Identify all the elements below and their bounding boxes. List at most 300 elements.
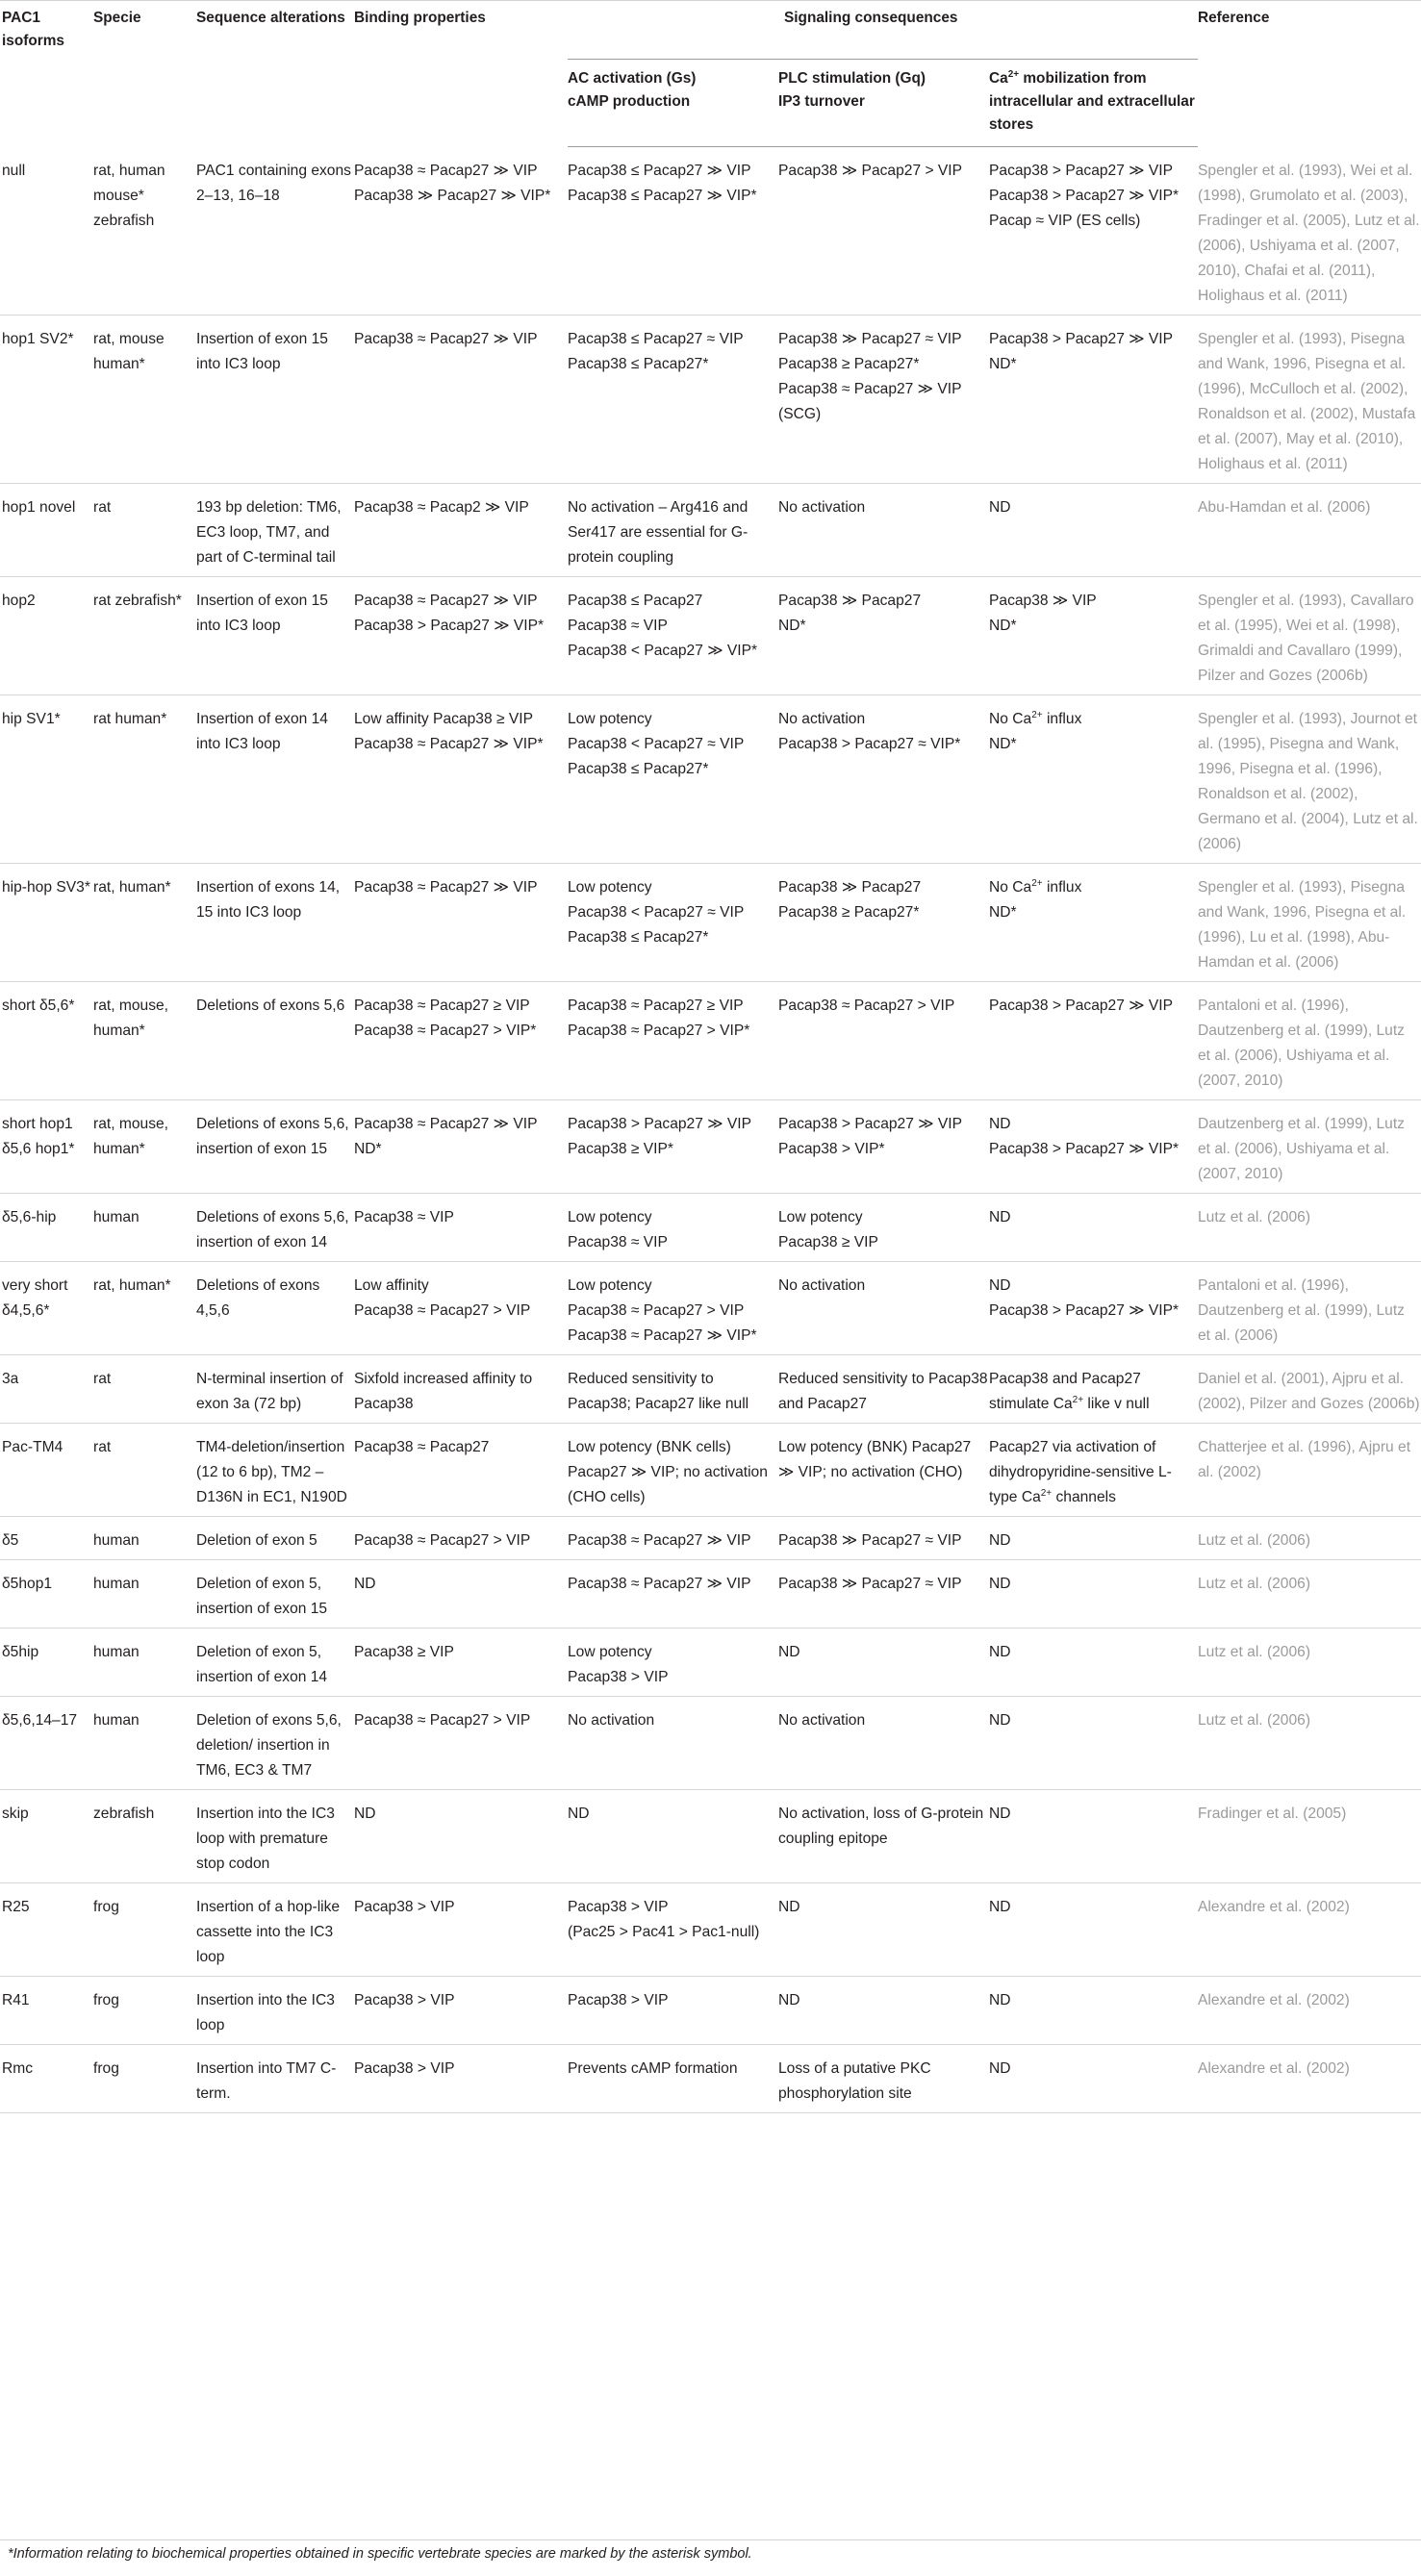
reference-cell: Lutz et al. (2006) (1198, 1575, 1311, 1592)
isoform-cell: hop2 (2, 592, 36, 609)
plc-stimulation-cell (778, 1099, 989, 1193)
ca-mobilization-cell-line: ND (989, 498, 1011, 516)
isoform-cell: R25 (2, 1898, 30, 1915)
ac-activation-cell-line: Low potency (568, 1276, 652, 1294)
reference-cell: Dautzenberg et al. (1999), Lutz et al. (2006), Ushiyama et al. (2007, 2010) (1198, 1115, 1405, 1182)
sequence-cell: Insertion of exon 15 into IC3 loop (196, 330, 328, 372)
binding-cell-line: Pacap38 ≈ Pacap27 > VIP* (354, 1022, 537, 1039)
ac-activation-cell-line: Pacap38 < Pacap27 ≈ VIP (568, 903, 745, 921)
header-sequence: Sequence alterations (196, 1, 354, 147)
binding-cell-line: ND (354, 1575, 376, 1592)
plc-stimulation-cell-line: Pacap38 ≈ Pacap27 > VIP (778, 997, 955, 1014)
specie-cell: rat, mouse, human* (93, 1115, 168, 1157)
isoform-cell: δ5,6-hip (2, 1208, 57, 1225)
plc-stimulation-cell (778, 1261, 989, 1354)
plc-stimulation-cell-line: Pacap38 ≫ Pacap27 ≈ VIP (778, 330, 962, 347)
binding-cell (354, 1193, 568, 1261)
ca-mobilization-cell-line: ND (989, 1575, 1011, 1592)
ac-activation-cell (568, 1696, 778, 1789)
specie-cell: rat (93, 1370, 112, 1387)
plc-stimulation-cell (778, 863, 989, 981)
ac-activation-cell (568, 147, 778, 316)
reference-cell: Lutz et al. (2006) (1198, 1711, 1311, 1729)
plc-stimulation-cell-line: Pacap38 > Pacap27 ≫ VIP (778, 1115, 963, 1132)
ca-mobilization-cell-line: Pacap38 > Pacap27 ≫ VIP (989, 997, 1174, 1014)
table-row (0, 863, 1421, 981)
header-ca: $Ca^{2+}$ mobilization from intracellular and extracellular stores (989, 60, 1198, 147)
plc-stimulation-cell (778, 1789, 989, 1882)
plc-stimulation-cell (778, 1696, 989, 1789)
binding-cell (354, 2044, 568, 2112)
ca-mobilization-cell-line: ND (989, 1991, 1011, 2008)
sequence-cell: Insertion of exon 15 into IC3 loop (196, 592, 328, 634)
table-row (0, 1516, 1421, 1559)
ac-activation-cell (568, 1628, 778, 1696)
plc-stimulation-cell-line: No activation (778, 710, 866, 727)
ca-mobilization-cell (989, 147, 1198, 316)
binding-cell-line: Pacap38 ≈ Pacap27 ≥ VIP (354, 997, 530, 1014)
plc-stimulation-cell (778, 483, 989, 576)
ca-mobilization-cell-line: No $Ca^{2+}$ influx (989, 877, 1082, 896)
ac-activation-cell (568, 1789, 778, 1882)
ac-activation-cell-line: Pacap38 ≈ Pacap27 ≫ VIP (568, 1531, 751, 1549)
plc-stimulation-cell (778, 315, 989, 483)
ac-activation-cell-line: Pacap38 ≤ Pacap27* (568, 355, 709, 372)
binding-cell-line: Pacap38 ≥ VIP (354, 1643, 454, 1660)
table-row (0, 981, 1421, 1099)
ac-activation-cell-line: No activation (568, 1711, 655, 1729)
ac-activation-cell-line: ND (568, 1805, 590, 1822)
ca-mobilization-cell-line: Pacap ≈ VIP (ES cells) (989, 213, 1141, 229)
specie-cell: human (93, 1531, 140, 1549)
isoform-cell: Rmc (2, 2059, 34, 2077)
ca-mobilization-cell (989, 1423, 1198, 1516)
binding-cell (354, 1559, 568, 1628)
reference-cell: Spengler et al. (1993), Journot et al. (1995), Pisegna and Wank, 1996, Pisegna et al. (1996), Ronaldson et al. (2002), Germano et al. (2004), Lutz et al. (2006) (1198, 710, 1418, 852)
sequence-cell: Deletion of exons 5,6, deletion/ insertion in TM6, EC3 & TM7 (196, 1711, 342, 1779)
ac-activation-cell (568, 1354, 778, 1423)
ca-mobilization-cell-line: ND (989, 1115, 1011, 1132)
sequence-cell: Deletions of exons 5,6, insertion of exon 15 (196, 1115, 349, 1157)
binding-cell (354, 483, 568, 576)
reference-cell: Alexandre et al. (2002) (1198, 1991, 1350, 2008)
isoform-cell: δ5 (2, 1531, 19, 1549)
binding-cell-line: Pacap38 ≈ Pacap27 ≫ VIP (354, 592, 538, 609)
table-row (0, 1789, 1421, 1882)
reference-cell: Lutz et al. (2006) (1198, 1531, 1311, 1549)
ac-activation-cell-line: Pacap38 ≤ Pacap27* (568, 760, 709, 777)
binding-cell (354, 1696, 568, 1789)
isoform-cell: R41 (2, 1991, 30, 2008)
ac-activation-cell-line: Pacap38 > VIP (568, 1668, 669, 1685)
table-row (0, 147, 1421, 316)
plc-stimulation-cell-line: Reduced sensitivity to Pacap38 and Pacap27 (778, 1370, 988, 1412)
ac-activation-cell-line: Pacap38 ≥ VIP* (568, 1140, 673, 1157)
plc-stimulation-cell-line: No activation (778, 1711, 866, 1729)
ca-mobilization-cell-line: ND (989, 1531, 1011, 1549)
isoform-cell: δ5hip (2, 1643, 39, 1660)
binding-cell (354, 1423, 568, 1516)
ac-activation-cell-line: (Pac25 > Pac41 > Pac1-null) (568, 1923, 760, 1940)
header-specie: Specie (93, 1, 196, 147)
ca-mobilization-cell (989, 483, 1198, 576)
plc-stimulation-cell (778, 1354, 989, 1423)
sequence-cell: Insertion into the IC3 loop (196, 1991, 335, 2033)
ca-mobilization-cell (989, 576, 1198, 695)
plc-stimulation-cell-line: Low potency (BNK) Pacap27 ≫ VIP; no activation (CHO) (778, 1438, 972, 1480)
ac-activation-cell (568, 1976, 778, 2044)
specie-cell: rat, mouse, human* (93, 997, 168, 1039)
ca-mobilization-cell (989, 1193, 1198, 1261)
ca-mobilization-cell (989, 1976, 1198, 2044)
ca-mobilization-cell-line: Pacap38 > Pacap27 ≫ VIP* (989, 1301, 1180, 1319)
plc-stimulation-cell (778, 1628, 989, 1696)
table-body (0, 147, 1421, 2113)
reference-cell: Spengler et al. (1993), Wei et al. (1998), Grumolato et al. (2003), Fradinger et al. (2005), Lutz et al. (2006), Ushiyama et al. (2007, 2010), Chafai et al. (2011), Holighaus et al. (2011) (1198, 162, 1420, 304)
binding-cell-line: Pacap38 ≈ Pacap27 ≫ VIP (354, 162, 538, 179)
binding-cell-line: Pacap38 ≈ Pacap2 ≫ VIP (354, 498, 529, 516)
ca-mobilization-cell (989, 981, 1198, 1099)
specie-cell: rat (93, 1438, 112, 1455)
ca-mobilization-cell (989, 1354, 1198, 1423)
ac-activation-cell (568, 2044, 778, 2112)
sequence-cell: TM4-deletion/insertion (12 to 6 bp), TM2 –D136N in EC1, N190D (196, 1438, 347, 1505)
ac-activation-cell (568, 1099, 778, 1193)
ca-mobilization-cell-line: ND (989, 1643, 1011, 1660)
reference-cell: Chatterjee et al. (1996), Ajpru et al. (2002) (1198, 1438, 1411, 1480)
sequence-cell: Deletions of exons 4,5,6 (196, 1276, 320, 1319)
ac-activation-cell (568, 315, 778, 483)
specie-cell: zebrafish (93, 1805, 155, 1822)
reference-cell: Lutz et al. (2006) (1198, 1643, 1311, 1660)
ac-activation-cell-line: Low potency (568, 710, 652, 727)
reference-cell: Lutz et al. (2006) (1198, 1208, 1311, 1225)
sequence-cell: Deletion of exon 5 (196, 1531, 317, 1549)
ac-activation-cell-line: Pacap38 > VIP (568, 1898, 669, 1915)
reference-cell: Spengler et al. (1993), Pisegna and Wank, 1996, Pisegna et al. (1996), Lu et al. (1998), Abu-Hamdan et al. (2006) (1198, 878, 1407, 971)
ca-mobilization-cell-line: ND* (989, 735, 1017, 752)
binding-cell-line: Pacap38 ≈ Pacap27 > VIP (354, 1711, 531, 1729)
sequence-cell: Deletion of exon 5, insertion of exon 15 (196, 1575, 328, 1617)
binding-cell-line: Pacap38 ≈ Pacap27 ≫ VIP (354, 1115, 538, 1132)
table-row (0, 315, 1421, 483)
plc-stimulation-cell-line: Pacap38 ≫ Pacap27 > VIP (778, 163, 963, 179)
ac-activation-cell-line: Pacap38 < Pacap27 ≫ VIP* (568, 642, 758, 659)
ac-activation-cell-line: No activation – Arg416 and Ser417 are essential for G-protein coupling (568, 498, 749, 566)
ca-mobilization-cell (989, 315, 1198, 483)
binding-cell (354, 981, 568, 1099)
binding-cell (354, 315, 568, 483)
specie-cell: rat human* (93, 710, 167, 727)
header-signaling: Signaling consequences (568, 1, 1198, 60)
plc-stimulation-cell-line: Pacap38 ≥ VIP (778, 1233, 878, 1250)
specie-cell: human (93, 1575, 140, 1592)
ca-mobilization-cell (989, 863, 1198, 981)
ac-activation-cell (568, 863, 778, 981)
isoform-cell: δ5,6,14–17 (2, 1711, 78, 1729)
header-ac: AC activation (Gs) cAMP production (568, 60, 778, 147)
sequence-cell: Deletion of exon 5, insertion of exon 14 (196, 1643, 328, 1685)
reference-cell: Spengler et al. (1993), Cavallaro et al. (1995), Wei et al. (1998), Grimaldi and Cavallaro (1999), Pilzer and Gozes (2006b) (1198, 592, 1414, 684)
ca-mobilization-cell (989, 695, 1198, 863)
ac-activation-cell (568, 1559, 778, 1628)
ac-activation-cell-line: Low potency (568, 878, 652, 896)
reference-cell: Daniel et al. (2001), Ajpru et al. (2002), Pilzer and Gozes (2006b) (1198, 1370, 1420, 1412)
ac-activation-cell-line: Low potency (568, 1208, 652, 1225)
ca-mobilization-cell-line: Pacap38 > Pacap27 ≫ VIP* (989, 1140, 1180, 1157)
binding-cell (354, 147, 568, 316)
isoform-cell: skip (2, 1805, 29, 1822)
reference-cell: Pantaloni et al. (1996), Dautzenberg et al. (1999), Lutz et al. (2006), Ushiyama et al. (2007, 2010) (1198, 997, 1405, 1089)
binding-cell-line: Pacap38 ≈ Pacap27 (354, 1438, 490, 1455)
plc-stimulation-cell-line: Pacap38 ≫ Pacap27 ≈ VIP (778, 1531, 962, 1549)
ca-mobilization-cell-line: ND* (989, 903, 1017, 921)
ac-activation-cell-line: Pacap38 ≤ Pacap27 ≫ VIP* (568, 188, 757, 204)
specie-cell: human (93, 1711, 140, 1729)
isoform-cell: very short δ4,5,6* (2, 1276, 68, 1319)
sequence-cell: Insertion of exons 14, 15 into IC3 loop (196, 878, 341, 921)
ac-activation-cell-line: Low potency (568, 1643, 652, 1660)
footnote: *Information relating to biochemical properties obtained in specific vertebrate species are marked by the asterisk symbol. (8, 2546, 752, 2562)
plc-stimulation-cell (778, 1976, 989, 2044)
binding-cell-line: ND (354, 1805, 376, 1822)
ca-mobilization-cell (989, 2044, 1198, 2112)
ac-activation-cell-line: Pacap38 ≈ Pacap27 ≥ VIP (568, 997, 744, 1014)
ca-mobilization-cell (989, 1882, 1198, 1976)
reference-cell: Spengler et al. (1993), Pisegna and Wank, 1996, Pisegna et al. (1996), McCulloch et al. (2002), Ronaldson et al. (2002), Mustafa et al. (2007), May et al. (2010), Holighaus et al. (2011) (1198, 330, 1416, 472)
table-row (0, 483, 1421, 576)
plc-stimulation-cell (778, 147, 989, 316)
binding-cell (354, 1882, 568, 1976)
plc-stimulation-cell-line: ND (778, 1643, 800, 1660)
sequence-cell: Insertion of a hop-like cassette into the IC3 loop (196, 1898, 341, 1965)
binding-cell (354, 1789, 568, 1882)
ca-mobilization-cell (989, 1789, 1198, 1882)
header-binding: Binding properties (354, 1, 568, 147)
binding-cell (354, 1261, 568, 1354)
specie-cell: human (93, 1643, 140, 1660)
reference-cell: Abu-Hamdan et al. (2006) (1198, 498, 1371, 516)
sequence-cell: Deletions of exons 5,6, insertion of exon 14 (196, 1208, 349, 1250)
binding-cell-line: Pacap38 ≈ Pacap27 ≫ VIP* (354, 735, 544, 752)
table-row (0, 1261, 1421, 1354)
binding-cell-line: Pacap38 ≈ Pacap27 ≫ VIP (354, 330, 538, 347)
binding-cell (354, 1976, 568, 2044)
table-row (0, 1976, 1421, 2044)
ac-activation-cell-line: Reduced sensitivity to Pacap38; Pacap27 like null (568, 1370, 749, 1412)
specie-cell: rat, human mouse* zebrafish (93, 162, 165, 229)
sequence-cell: PAC1 containing exons 2–13, 16–18 (196, 162, 351, 204)
table-row (0, 1423, 1421, 1516)
plc-stimulation-cell-line: ND* (778, 617, 806, 634)
ac-activation-cell-line: Pacap38 ≤ Pacap27 ≈ VIP (568, 330, 744, 347)
plc-stimulation-cell (778, 695, 989, 863)
isoform-cell: null (2, 162, 26, 179)
binding-cell (354, 1628, 568, 1696)
binding-cell-line: Pacap38 > VIP (354, 2059, 455, 2077)
plc-stimulation-cell (778, 1559, 989, 1628)
plc-stimulation-cell (778, 1423, 989, 1516)
isoform-cell: δ5hop1 (2, 1575, 53, 1592)
binding-cell-line: Pacap38 > VIP (354, 1991, 455, 2008)
specie-cell: frog (93, 1898, 119, 1915)
binding-cell-line: Pacap38 ≈ Pacap27 ≫ VIP (354, 878, 538, 896)
ca-mobilization-cell-line: ND (989, 1208, 1011, 1225)
ca-mobilization-cell (989, 1696, 1198, 1789)
table-row (0, 2044, 1421, 2112)
ac-activation-cell-line: Pacap38 ≈ Pacap27 > VIP (568, 1301, 745, 1319)
ac-activation-cell (568, 1516, 778, 1559)
bottom-rule (0, 2539, 1421, 2540)
ca-mobilization-cell-line: No $Ca^{2+}$ influx (989, 709, 1082, 727)
sequence-cell: 193 bp deletion: TM6, EC3 loop, TM7, and part of C-terminal tail (196, 498, 342, 566)
specie-cell: frog (93, 1991, 119, 2008)
plc-stimulation-cell-line: ND (778, 1991, 800, 2008)
ac-activation-cell-line: Pacap38 ≤ Pacap27 (568, 592, 703, 609)
isoform-cell: short δ5,6* (2, 997, 75, 1014)
ca-mobilization-cell (989, 1559, 1198, 1628)
specie-cell: rat (93, 498, 112, 516)
table-row (0, 1193, 1421, 1261)
ac-activation-cell-line: Pacap38 ≈ Pacap27 > VIP* (568, 1022, 750, 1039)
specie-cell: human (93, 1208, 140, 1225)
ca-mobilization-cell-line: Pacap38 > Pacap27 ≫ VIP (989, 330, 1174, 347)
ac-activation-cell (568, 576, 778, 695)
ca-mobilization-cell-line: ND (989, 2059, 1011, 2077)
isoform-cell: 3a (2, 1370, 19, 1387)
binding-cell-line: Pacap38 ≈ Pacap27 > VIP (354, 1531, 531, 1549)
header-plc: PLC stimulation (Gq) IP3 turnover (778, 60, 989, 147)
ac-activation-cell-line: Prevents cAMP formation (568, 2059, 738, 2077)
ac-activation-cell-line: Low potency (BNK cells) Pacap27 ≫ VIP; no activation (CHO cells) (568, 1438, 768, 1505)
ac-activation-cell (568, 1882, 778, 1976)
ca-mobilization-cell-line: ND (989, 1276, 1011, 1294)
reference-cell: Fradinger et al. (2005) (1198, 1805, 1347, 1822)
plc-stimulation-cell-line: Pacap38 ≫ Pacap27 (778, 592, 922, 609)
plc-stimulation-cell (778, 1193, 989, 1261)
ca-mobilization-cell-line: ND* (989, 617, 1017, 634)
specie-cell: rat zebrafish* (93, 592, 182, 609)
binding-cell-line: Sixfold increased affinity to Pacap38 (354, 1370, 533, 1412)
ac-activation-cell (568, 483, 778, 576)
binding-cell (354, 1354, 568, 1423)
plc-stimulation-cell (778, 576, 989, 695)
reference-cell: Alexandre et al. (2002) (1198, 2059, 1350, 2077)
ca-mobilization-cell-line: ND (989, 1898, 1011, 1915)
header-reference: Reference (1198, 1, 1421, 147)
plc-stimulation-cell-line: Pacap38 ≫ Pacap27 (778, 878, 922, 896)
plc-stimulation-cell-line: No activation (778, 1276, 866, 1294)
ac-activation-cell-line: Pacap38 ≈ Pacap27 ≫ VIP* (568, 1326, 757, 1344)
binding-cell-line: Pacap38 ≈ VIP (354, 1208, 454, 1225)
binding-cell (354, 695, 568, 863)
plc-stimulation-cell-line: No activation (778, 498, 866, 516)
plc-stimulation-cell (778, 2044, 989, 2112)
ca-mobilization-cell-line: Pacap38 ≫ VIP (989, 592, 1097, 609)
ac-activation-cell-line: Pacap38 > Pacap27 ≫ VIP (568, 1115, 752, 1132)
reference-cell: Alexandre et al. (2002) (1198, 1898, 1350, 1915)
ca-mobilization-cell-line: Pacap38 > Pacap27 ≫ VIP (989, 163, 1174, 179)
binding-cell-line: Pacap38 > VIP (354, 1898, 455, 1915)
plc-stimulation-cell (778, 1882, 989, 1976)
ac-activation-cell (568, 695, 778, 863)
table-row (0, 1559, 1421, 1628)
binding-cell-line: ND* (354, 1140, 382, 1157)
ca-mobilization-cell (989, 1099, 1198, 1193)
ac-activation-cell-line: Pacap38 < Pacap27 ≈ VIP (568, 735, 745, 752)
binding-cell (354, 576, 568, 695)
plc-stimulation-cell-line: Pacap38 ≫ Pacap27 ≈ VIP (778, 1575, 962, 1592)
sequence-cell: Insertion into TM7 C-term. (196, 2059, 337, 2102)
binding-cell-line: Pacap38 ≫ Pacap27 ≫ VIP* (354, 187, 551, 204)
plc-stimulation-cell-line: ND (778, 1898, 800, 1915)
specie-cell: rat, human* (93, 1276, 171, 1294)
header-isoform: PAC1 isoforms (0, 1, 93, 147)
isoform-cell: short hop1 δ5,6 hop1* (2, 1115, 75, 1157)
reference-cell: Pantaloni et al. (1996), Dautzenberg et al. (1999), Lutz et al. (2006) (1198, 1276, 1405, 1344)
isoform-cell: hop1 novel (2, 498, 76, 516)
plc-stimulation-cell (778, 981, 989, 1099)
plc-stimulation-cell-line: Pacap38 > Pacap27 ≈ VIP* (778, 735, 961, 752)
ac-activation-cell (568, 1423, 778, 1516)
isoform-cell: Pac-TM4 (2, 1438, 63, 1455)
ac-activation-cell-line: Pacap38 ≈ Pacap27 ≫ VIP (568, 1575, 751, 1592)
ac-activation-cell-line: Pacap38 ≤ Pacap27 ≫ VIP (568, 163, 751, 179)
ca-mobilization-cell-line: ND (989, 1805, 1011, 1822)
table-row (0, 1628, 1421, 1696)
ac-activation-cell (568, 981, 778, 1099)
ac-activation-cell-line: Pacap38 > VIP (568, 1991, 669, 2008)
ac-activation-cell-line: Pacap38 ≤ Pacap27* (568, 928, 709, 946)
sequence-cell: Insertion of exon 14 into IC3 loop (196, 710, 328, 752)
table-row (0, 1696, 1421, 1789)
table-row (0, 1099, 1421, 1193)
ca-mobilization-cell-line: Pacap38 > Pacap27 ≫ VIP* (989, 188, 1180, 204)
plc-stimulation-cell-line: Loss of a putative PKC phosphorylation site (778, 2059, 931, 2102)
ac-activation-cell-line: Pacap38 ≈ VIP (568, 1233, 668, 1250)
binding-cell (354, 863, 568, 981)
ca-mobilization-cell (989, 1261, 1198, 1354)
ac-activation-cell (568, 1261, 778, 1354)
binding-cell-line: Pacap38 ≈ Pacap27 > VIP (354, 1301, 531, 1319)
ca-mobilization-cell-line: Pacap38 and Pacap27 stimulate $Ca^{2+}$ like v null (989, 1370, 1150, 1412)
table-row (0, 576, 1421, 695)
plc-stimulation-cell (778, 1516, 989, 1559)
isoform-cell: hip SV1* (2, 710, 61, 727)
table-row (0, 1882, 1421, 1976)
binding-cell (354, 1099, 568, 1193)
specie-cell: rat, human* (93, 878, 171, 896)
sequence-cell: N-terminal insertion of exon 3a (72 bp) (196, 1370, 343, 1412)
ca-mobilization-cell-line: ND* (989, 355, 1017, 372)
plc-stimulation-cell-line: Pacap38 ≈ Pacap27 ≫ VIP (778, 380, 962, 397)
plc-stimulation-cell-line: Pacap38 ≥ Pacap27* (778, 903, 920, 921)
ca-mobilization-cell (989, 1628, 1198, 1696)
table-row (0, 695, 1421, 863)
isoform-cell: hop1 SV2* (2, 330, 74, 347)
plc-stimulation-cell-line: No activation, loss of G-protein coupling epitope (778, 1805, 984, 1847)
ca-mobilization-cell-line: Pacap27 via activation of dihydropyridine-sensitive L-type $Ca^{2+}$ channels (989, 1438, 1172, 1505)
ac-activation-cell (568, 1193, 778, 1261)
plc-stimulation-cell-line: Low potency (778, 1208, 863, 1225)
isoform-cell: hip-hop SV3* (2, 878, 90, 896)
specie-cell: rat, mouse human* (93, 330, 165, 372)
sequence-cell: Insertion into the IC3 loop with premature stop codon (196, 1805, 335, 1872)
sequence-cell: Deletions of exons 5,6 (196, 997, 345, 1014)
ca-mobilization-cell-line: ND (989, 1711, 1011, 1729)
plc-stimulation-cell-line: Pacap38 > VIP* (778, 1140, 885, 1157)
ac-activation-cell-line: Pacap38 ≈ VIP (568, 617, 668, 634)
